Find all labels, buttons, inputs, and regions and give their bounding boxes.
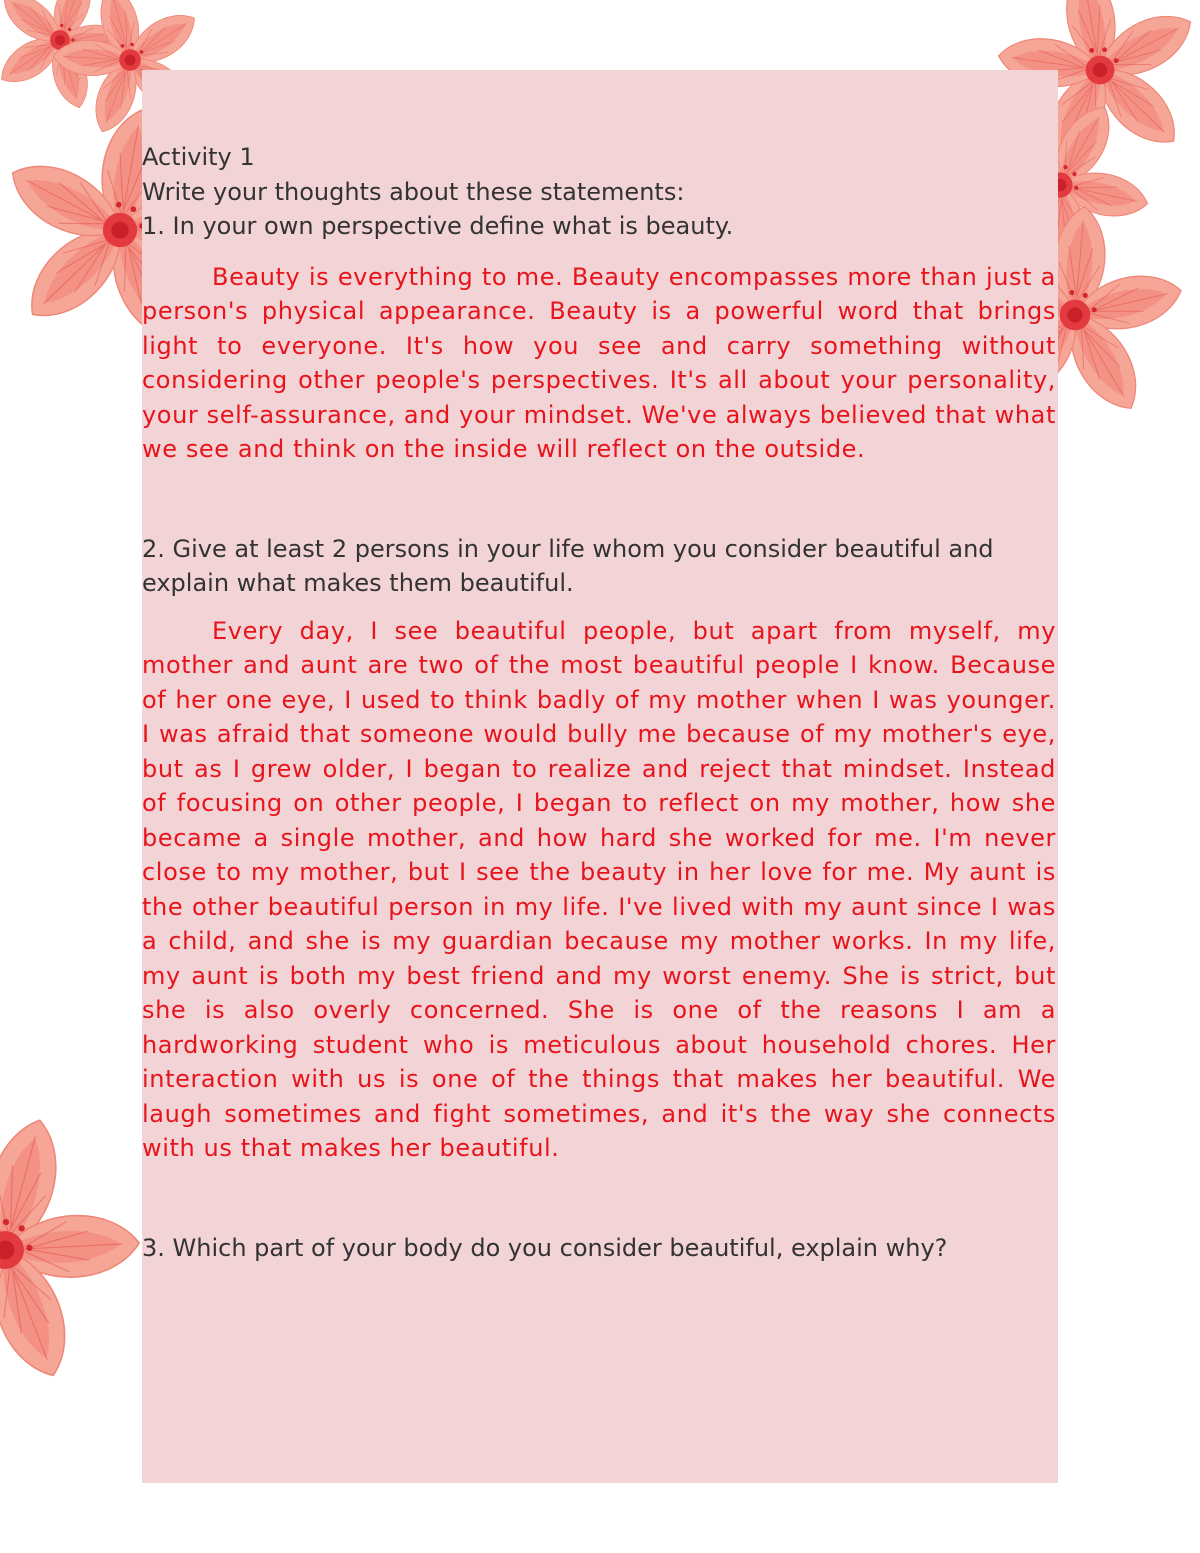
question-1-prompt: 1. In your own perspective define what is beauty. bbox=[142, 212, 734, 240]
worksheet-content bbox=[142, 140, 1056, 1265]
question-3-prompt: 3. Which part of your body do you consider beautiful, explain why? bbox=[142, 1233, 948, 1262]
flower-decoration-bottom-left bbox=[0, 1090, 150, 1390]
activity-instruction: Write your thoughts about these statements: bbox=[142, 177, 685, 206]
answer-1: Beauty is everything to me. Beauty encompasses more than just a person's physical appearance. Beauty is a powerful word that brings light to everyone. It's how you see and carry something without considering other people's perspectives. It's all about your personality, your self-assurance, and your mindset. We've always believed that what we see and think on the inside will reflect on the outside. bbox=[142, 262, 1056, 463]
question-2-prompt: 2. Give at least 2 persons in your life whom you consider beautiful and explain what makes them beautiful. bbox=[142, 534, 994, 597]
activity-title: Activity 1 bbox=[142, 143, 255, 171]
answer-2: Every day, I see beautiful people, but apart from myself, my mother and aunt are two of the most beautiful people I know. Because of her one eye, I used to think badly of my mother when I was younger. I was afraid that someone would bully me because of my mother's eye, but as I grew older, I began to realize and reject that mindset. Instead of focusing on other people, I began to reflect on my mother, how she became a single mother, and how hard she worked for me. I'm never close to my mother, but I see the beauty in her love for me. My aunt is the other beautiful person in my life. I've lived with my aunt since I was a child, and she is my guardian because my mother works. In my life, my aunt is both my best friend and my worst enemy. She is strict, but she is also overly concerned. She is one of the reasons I am a hardworking student who is meticulous about household chores. Her interaction with us is one of the things that makes her beautiful. We laugh sometimes and fight sometimes, and it's the way she connects with us that makes her beautiful. bbox=[142, 616, 1056, 1162]
